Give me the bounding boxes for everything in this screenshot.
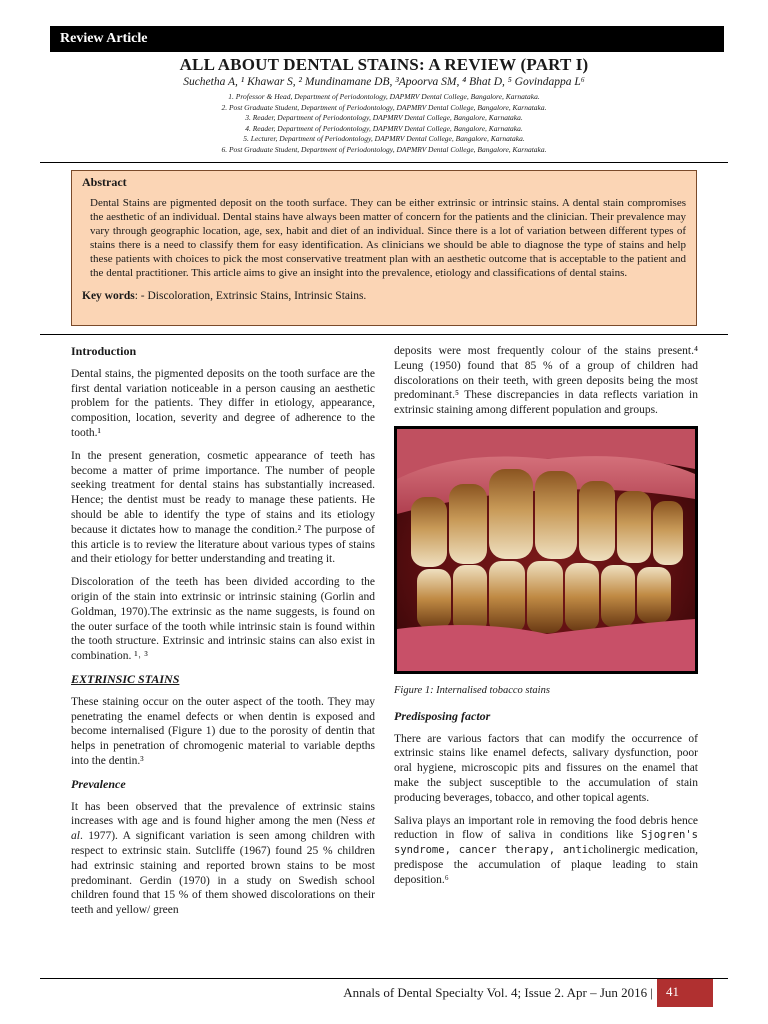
- prevalence-paragraph: [71, 800, 375, 918]
- affiliation-1: 1. Professor & Head, Department of Periodontology, DAPMRV Dental College, Bangalore, Karnataka.: [228, 92, 540, 101]
- prevalence-heading: Prevalence: [71, 776, 126, 791]
- author-list: Suchetha A, ¹ Khawar S, ² Mundinamane DB, ³Apoorva SM, ⁴ Bhat D, ⁵ Govindappa L⁶: [183, 76, 585, 88]
- prevalence-text-b: . 1977). A significant variation is seen among children with respect to extrinsic stain. Sutcliffe (1967) found 25 % children had extrinsic staining and reported brown stains to be most predominant. Gerdin (1970) in a study on Swedish school children found that 15 % of them showed discolorations on their teeth and yellow/ green: [71, 830, 375, 917]
- abstract-heading: Abstract: [82, 175, 127, 189]
- abstract-divider: [40, 334, 728, 335]
- right-column: [394, 344, 698, 896]
- abstract-text: Dental Stains are pigmented deposit on the tooth surface. They can be either extrinsic or intrinsic stains. A dental stain compromises the aesthetic of an individual. Dental stains have always been matter of concern for the patients and the clinician. Their prevalence may vary through geographic location, age, sex, habit and diet of an individual. Since there is a lot of variation between different types of stains there is a need to classify them for easy identification. As clinicians we should be able to diagnose the type of stains and help these patients with choices to pick the most conservative treatment plan with an aesthetic outcome that is acceptable to the patient and the dental practitioner. This article aims to give an insight into the prevalence, etiology and classifications of dental stains.: [90, 197, 686, 279]
- figure-1-caption: Figure 1: Internalised tobacco stains: [394, 684, 550, 696]
- left-column: [71, 344, 375, 926]
- intro-paragraph-2: In the present generation, cosmetic appearance of teeth has become a matter of prime importance. The number of people seeking treatment for dental stains has substantially increased. Hence; the dentist must be ready to manage these patients. He should be able to identify the type of stains and its etiology because it dictates how to manage the condition.² The purpose of this article is to review the literature about various types of stains and their etiology for better understanding and treating it.: [71, 449, 375, 566]
- affiliation-4: 4. Reader, Department of Periodontology, DAPMRV Dental College, Bangalore, Karnataka.: [245, 123, 523, 133]
- predisposing-heading: Predisposing factor: [394, 708, 491, 723]
- intro-paragraph-3: Discoloration of the teeth has been divided according to the origin of the stain into extrinsic or intrinsic staining (Gorlin and Goldman, 1970).The extrinsic as the name suggests, is found on the outer surface of the tooth while intrinsic stain is found within the tooth structure. Extrinsic and intrinsic stains can also exist in combination. ¹˒ ³: [71, 576, 375, 663]
- section-banner: [50, 26, 724, 52]
- tobacco-stained-teeth-image: [397, 429, 695, 671]
- header-divider: [40, 162, 728, 163]
- extrinsic-paragraph: These staining occur on the outer aspect of the tooth. They may penetrating the enamel defects or when dentin is exposed and become internalised (Figure 1) due to the porosity of dentin that helps in penetration of chromogenic material to variable depths into the dentin.³: [71, 695, 375, 767]
- abstract-box: [71, 170, 697, 326]
- affiliation-6: 6. Post Graduate Student, Department of Periodontology, DAPMRV Dental College, Bangalore, Karnataka.: [221, 144, 547, 154]
- article-title: ALL ABOUT DENTAL STAINS: A REVIEW (PART I): [179, 55, 589, 74]
- predisposing-paragraph-2: [394, 814, 698, 888]
- affiliation-2: 2. Post Graduate Student, Department of Periodontology, DAPMRV Dental College, Bangalore, Karnataka.: [221, 102, 547, 112]
- page-number-box: [657, 979, 713, 1007]
- keywords-line: [82, 290, 686, 302]
- intro-paragraph-1: Dental stains, the pigmented deposits on the tooth surface are the first dental variation noticeable in a person causing an aesthetic problem for the patients. They differ in etiology, appearance, composition, location, severity and degree of adherence to the tooth.¹: [71, 367, 375, 439]
- footer-divider: [40, 978, 728, 979]
- predisposing-text-a: Saliva plays an important role in removing the food debris hence reduction in flow of saliva in conditions like: [394, 814, 698, 842]
- journal-citation: Annals of Dental Specialty Vol. 4; Issue 2. Apr – Jun 2016 |: [343, 985, 653, 1000]
- keywords-text: : - Discoloration, Extrinsic Stains, Intrinsic Stains.: [134, 290, 367, 302]
- predisposing-paragraph-1: There are various factors that can modify the occurrence of extrinsic stains like enamel defects, salivary dysfunction, poor oral hygiene, microscopic pits and fissures on the enamel that make the subject susceptible to the accumulation of stain producing beverages, tobacco, and other topical agents.: [394, 732, 698, 804]
- continued-paragraph: deposits were most frequently colour of the stains present.⁴ Leung (1950) found that 85 % of a group of children had discolorations on their teeth, with green deposits being the most predominant.⁵ These discrepancies in data reflects variation in extrinsic staining among different population and groups.: [394, 345, 698, 417]
- figure-1-photo: [394, 426, 698, 674]
- keywords-label: Key words: [82, 290, 135, 302]
- section-label: Review Article: [60, 31, 148, 46]
- prevalence-text-a: It has been observed that the prevalence of extrinsic stains increases with age and is found higher among the men (Ness: [71, 800, 375, 828]
- predisposing-text-b: cholinergic medication, predispose the accumulation of plaque leading to stain deposition.⁶: [394, 844, 698, 886]
- extrinsic-stains-heading: EXTRINSIC STAINS: [71, 671, 180, 686]
- et-al: et al: [71, 815, 375, 843]
- affiliation-5: 5. Lecturer, Department of Periodontology, DAPMRV Dental College, Bangalore, Karnataka.: [243, 134, 525, 144]
- page-number: 41: [666, 984, 679, 999]
- affiliations: [40, 92, 728, 156]
- affiliation-3: 3. Reader, Department of Periodontology, DAPMRV Dental College, Bangalore, Karnataka.: [245, 113, 523, 123]
- predisposing-text-mono: Sjogren's syndrome, cancer therapy, anti: [394, 829, 698, 857]
- introduction-heading: Introduction: [71, 344, 137, 358]
